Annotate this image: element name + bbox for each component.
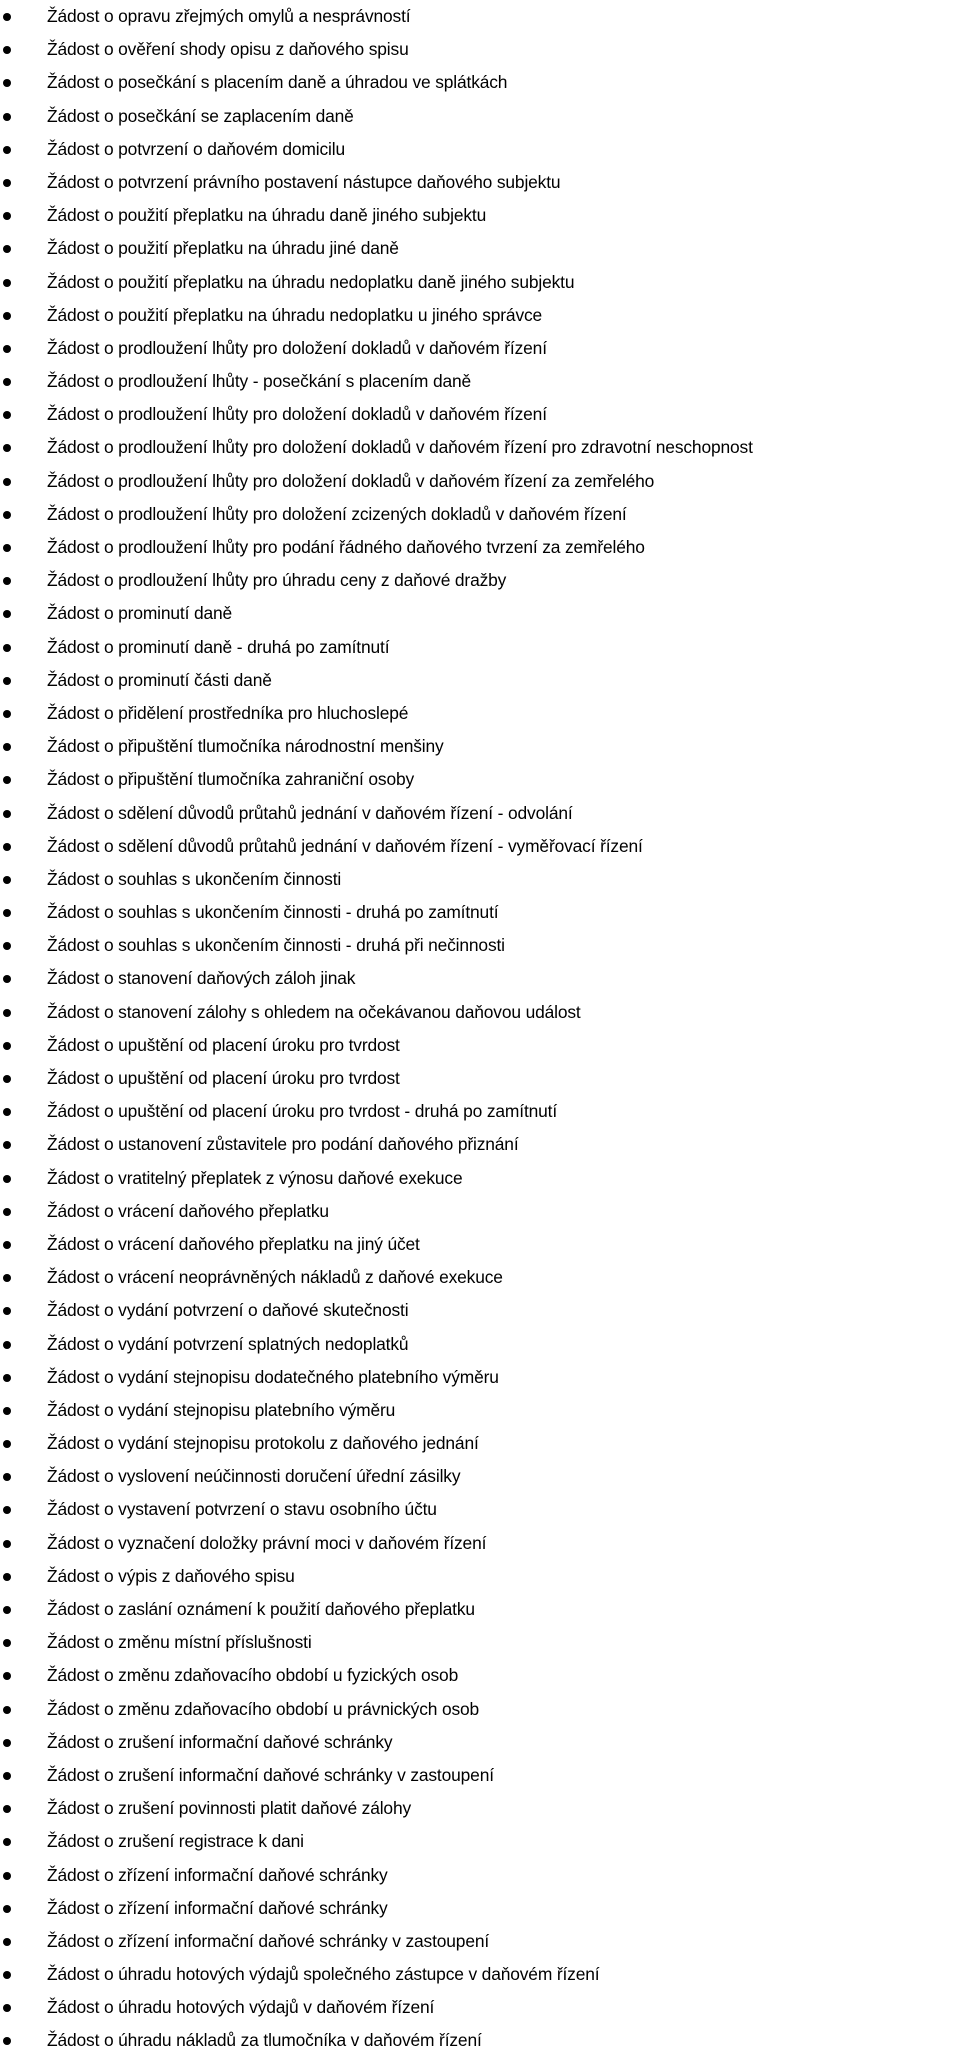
list-item (0, 1594, 960, 1627)
bullet-icon (3, 1407, 11, 1415)
bullet-icon (3, 1208, 11, 1216)
list-item-text: Žádost o opravu zřejmých omylů a nesprávností (47, 6, 411, 26)
bullet-icon (3, 1175, 11, 1183)
list-item (0, 67, 960, 100)
list-item (0, 34, 960, 67)
list-item (0, 897, 960, 930)
bullet-icon (3, 644, 11, 652)
bullet-icon (3, 743, 11, 751)
list-item-text: Žádost o souhlas s ukončením činnosti (47, 868, 342, 889)
list-item (0, 1262, 960, 1295)
list-item-text: Žádost o úhradu nákladů za tlumočníka v daňovém řízení (47, 2030, 482, 2051)
bullet-icon (3, 1374, 11, 1382)
list-item (0, 963, 960, 996)
list-item-text: Žádost o zrušení informační daňové schránky v zastoupení (47, 1764, 494, 1785)
list-item-text: Žádost o zrušení informační daňové schránky (47, 1731, 393, 1752)
bullet-icon (3, 1739, 11, 1747)
bullet-icon (3, 1108, 11, 1116)
list-item (0, 300, 960, 333)
list-item (0, 1760, 960, 1793)
list-item (0, 134, 960, 167)
list-item (0, 764, 960, 797)
list-item-text: Žádost o prodloužení lhůty pro úhradu ceny z daňové dražby (47, 570, 507, 591)
list-item (0, 1528, 960, 1561)
bullet-icon (3, 378, 11, 386)
list-item (0, 101, 960, 134)
bullet-icon (3, 544, 11, 552)
list-item (0, 1063, 960, 1096)
bullet-icon (3, 1872, 11, 1880)
list-item (0, 432, 960, 465)
bullet-icon (3, 113, 11, 121)
list-item (0, 1694, 960, 1727)
list-item-text: Žádost o připuštění tlumočníka zahraniční osoby (47, 769, 415, 790)
list-item (0, 233, 960, 266)
list-item (0, 864, 960, 897)
list-item (0, 831, 960, 864)
list-item (0, 1096, 960, 1129)
list-item (0, 333, 960, 366)
bullet-icon (3, 677, 11, 685)
bullet-icon (3, 1772, 11, 1780)
list-item (0, 930, 960, 963)
list-item (0, 698, 960, 731)
list-item (0, 1163, 960, 1196)
list-item-text: Žádost o zřízení informační daňové schránky v zastoupení (47, 1930, 490, 1951)
bullet-icon (3, 1672, 11, 1680)
list-item (0, 1660, 960, 1693)
list-item (0, 366, 960, 399)
list-item (0, 167, 960, 200)
list-item-text: Žádost o vrácení daňového přeplatku na jiný účet (47, 1233, 420, 1254)
list-item (0, 1860, 960, 1893)
list-item-text: Žádost o upuštění od placení úroku pro tvrdost (47, 1068, 400, 1088)
bullet-icon (3, 1805, 11, 1813)
list-item (0, 632, 960, 665)
list-item (0, 2025, 960, 2058)
list-item-text: Žádost o vyznačení doložky právní moci v daňovém řízení (47, 1532, 487, 1553)
list-item-text: Žádost o souhlas s ukončením činnosti - druhá po zamítnutí (47, 902, 499, 923)
list-item-text: Žádost o vrácení neoprávněných nákladů z daňové exekuce (47, 1267, 503, 1288)
bullet-icon (3, 776, 11, 784)
list-item-text: Žádost o ověření shody opisu z daňového spisu (47, 39, 409, 60)
list-item (0, 1395, 960, 1428)
bullet-icon (3, 444, 11, 452)
bullet-icon (3, 610, 11, 618)
bullet-icon (3, 876, 11, 884)
list-item-text: Žádost o prodloužení lhůty pro doložení dokladů v daňovém řízení (47, 337, 547, 358)
bullet-icon (3, 1141, 11, 1149)
list-item (0, 1, 960, 34)
bullet-icon (3, 245, 11, 253)
bullet-icon (3, 1440, 11, 1448)
list-item-text: Žádost o zrušení povinnosti platit daňové zálohy (47, 1798, 412, 1819)
list-item-text: Žádost o prominutí daně (47, 603, 233, 624)
list-item (0, 267, 960, 300)
list-item-text: Žádost o vydání potvrzení splatných nedoplatků (47, 1333, 409, 1354)
list-item-text: Žádost o posečkání se zaplacením daně (47, 105, 354, 126)
list-item-text: Žádost o vystavení potvrzení o stavu osobního účtu (47, 1499, 437, 1520)
list-item-text: Žádost o změnu místní příslušnosti (47, 1632, 312, 1653)
bullet-icon (3, 1341, 11, 1349)
bullet-icon (3, 279, 11, 287)
list-item-text: Žádost o zaslání oznámení k použití daňového přeplatku (47, 1599, 475, 1619)
bullet-icon (3, 1009, 11, 1017)
list-item-text: Žádost o připuštění tlumočníka národnostní menšiny (47, 736, 444, 757)
bullet-icon (3, 1971, 11, 1979)
list-item (0, 1793, 960, 1826)
list-item (0, 798, 960, 831)
bullet-icon (3, 975, 11, 983)
list-item-text: Žádost o stanovení zálohy s ohledem na očekávanou daňovou událost (47, 1001, 581, 1022)
list-item-text: Žádost o stanovení daňových záloh jinak (47, 968, 356, 989)
list-item (0, 200, 960, 233)
list-item-text: Žádost o ustanovení zůstavitele pro podání daňového přiznání (47, 1134, 519, 1155)
list-item (0, 665, 960, 698)
list-item-text: Žádost o úhradu hotových výdajů společného zástupce v daňovém řízení (47, 1964, 600, 1985)
bullet-icon (3, 179, 11, 187)
list-item-text: Žádost o použití přeplatku na úhradu nedoplatku daně jiného subjektu (47, 271, 575, 292)
list-item (0, 1893, 960, 1926)
bullet-icon (3, 1905, 11, 1913)
list-item-text: Žádost o prodloužení lhůty pro podání řádného daňového tvrzení za zemřelého (47, 537, 645, 557)
bullet-icon (3, 345, 11, 353)
list-item (0, 1959, 960, 1992)
list-item-text: Žádost o změnu zdaňovacího období u právnických osob (47, 1698, 480, 1719)
list-item-text: Žádost o vratitelný přeplatek z výnosu daňové exekuce (47, 1167, 463, 1188)
bullet-icon (3, 1639, 11, 1647)
bullet-icon (3, 1838, 11, 1846)
list-item-text: Žádost o změnu zdaňovacího období u fyzických osob (47, 1665, 459, 1686)
list-item-text: Žádost o zrušení registrace k dani (47, 1831, 304, 1852)
list-item-text: Žádost o prodloužení lhůty pro doložení dokladů v daňovém řízení pro zdravotní neschopnost (47, 437, 753, 458)
bullet-icon (3, 212, 11, 220)
bullet-icon (3, 511, 11, 519)
bullet-icon (3, 1075, 11, 1083)
list-item (0, 1561, 960, 1594)
bullet-icon (3, 312, 11, 320)
list-item-text: Žádost o prodloužení lhůty pro doložení zcizených dokladů v daňovém řízení (47, 503, 627, 524)
bullet-icon (3, 710, 11, 718)
list-item-text: Žádost o vydání stejnopisu protokolu z daňového jednání (47, 1433, 479, 1454)
list-item-text: Žádost o potvrzení právního postavení nástupce daňového subjektu (47, 171, 561, 192)
bullet-icon (3, 1473, 11, 1481)
list-item-text: Žádost o prodloužení lhůty pro doložení dokladů v daňovém řízení (47, 404, 547, 425)
bullet-icon (3, 810, 11, 818)
bullet-icon (3, 1274, 11, 1282)
bullet-icon (3, 13, 11, 21)
list-item-text: Žádost o prodloužení lhůty - posečkání s placením daně (47, 371, 472, 392)
bullet-icon (3, 942, 11, 950)
list-item-text: Žádost o potvrzení o daňovém domicilu (47, 138, 345, 159)
list-item (0, 1129, 960, 1162)
list-item-text: Žádost o upuštění od placení úroku pro tvrdost (47, 1034, 400, 1055)
bullet-icon (3, 146, 11, 154)
bullet-icon (3, 1706, 11, 1714)
list-item (0, 399, 960, 432)
list-item (0, 1992, 960, 2025)
bullet-icon (3, 2004, 11, 2012)
list-item (0, 1030, 960, 1063)
bullet-icon (3, 2037, 11, 2045)
list-item-text: Žádost o prodloužení lhůty pro doložení dokladů v daňovém řízení za zemřelého (47, 470, 655, 491)
bullet-icon (3, 46, 11, 54)
list-item (0, 1627, 960, 1660)
list-item (0, 1295, 960, 1328)
list-item-text: Žádost o vyslovení neúčinnosti doručení úřední zásilky (47, 1466, 461, 1487)
list-item (0, 997, 960, 1030)
list-item-text: Žádost o prominutí části daně (47, 669, 272, 690)
list-item-text: Žádost o použití přeplatku na úhradu jiné daně (47, 238, 399, 259)
list-item (0, 1196, 960, 1229)
list-item-text: Žádost o zřízení informační daňové schránky (47, 1864, 388, 1885)
list-item-text: Žádost o přidělení prostředníka pro hluchoslepé (47, 702, 409, 723)
list-item-text: Žádost o vydání stejnopisu dodatečného platebního výměru (47, 1366, 499, 1387)
list-item-text: Žádost o upuštění od placení úroku pro tvrdost - druhá po zamítnutí (47, 1101, 558, 1122)
list-item (0, 1727, 960, 1760)
list-item-text: Žádost o úhradu hotových výdajů v daňovém řízení (47, 1997, 435, 2018)
bullet-icon (3, 1573, 11, 1581)
list-item (0, 466, 960, 499)
list-item-text: Žádost o vydání potvrzení o daňové skutečnosti (47, 1300, 409, 1321)
list-item (0, 1229, 960, 1262)
bullet-icon (3, 478, 11, 486)
list-item-text: Žádost o zřízení informační daňové schránky (47, 1897, 388, 1918)
bullet-icon (3, 1307, 11, 1315)
bullet-icon (3, 1938, 11, 1946)
bullet-icon (3, 843, 11, 851)
list-item (0, 1461, 960, 1494)
list-item (0, 598, 960, 631)
bullet-icon (3, 79, 11, 87)
list-item-text: Žádost o sdělení důvodů průtahů jednání v daňovém řízení - vyměřovací řízení (47, 835, 643, 856)
list-item (0, 565, 960, 598)
list-item-text: Žádost o použití přeplatku na úhradu nedoplatku u jiného správce (47, 304, 543, 325)
list-item-text: Žádost o použití přeplatku na úhradu daně jiného subjektu (47, 205, 487, 226)
list-item (0, 499, 960, 532)
list-item-text: Žádost o souhlas s ukončením činnosti - druhá při nečinnosti (47, 935, 505, 956)
list-item-text: Žádost o vrácení daňového přeplatku (47, 1200, 329, 1221)
list-item (0, 1428, 960, 1461)
bullet-icon (3, 1540, 11, 1548)
bullet-icon (3, 1606, 11, 1614)
request-list (0, 1, 960, 2059)
list-item (0, 532, 960, 565)
bullet-icon (3, 577, 11, 585)
list-item-text: Žádost o sdělení důvodů průtahů jednání v daňovém řízení - odvolání (47, 802, 573, 823)
list-item-text: Žádost o výpis z daňového spisu (47, 1565, 295, 1586)
list-item (0, 731, 960, 764)
list-item-text: Žádost o vydání stejnopisu platebního výměru (47, 1399, 396, 1420)
list-item-text: Žádost o prominutí daně - druhá po zamítnutí (47, 636, 390, 657)
bullet-icon (3, 411, 11, 419)
list-item-text: Žádost o posečkání s placením daně a úhradou ve splátkách (47, 72, 508, 93)
list-item (0, 1362, 960, 1395)
list-item (0, 1926, 960, 1959)
bullet-icon (3, 1506, 11, 1514)
list-item (0, 1494, 960, 1527)
bullet-icon (3, 1042, 11, 1050)
list-item (0, 1826, 960, 1859)
bullet-icon (3, 909, 11, 917)
bullet-icon (3, 1241, 11, 1249)
list-item (0, 1329, 960, 1362)
